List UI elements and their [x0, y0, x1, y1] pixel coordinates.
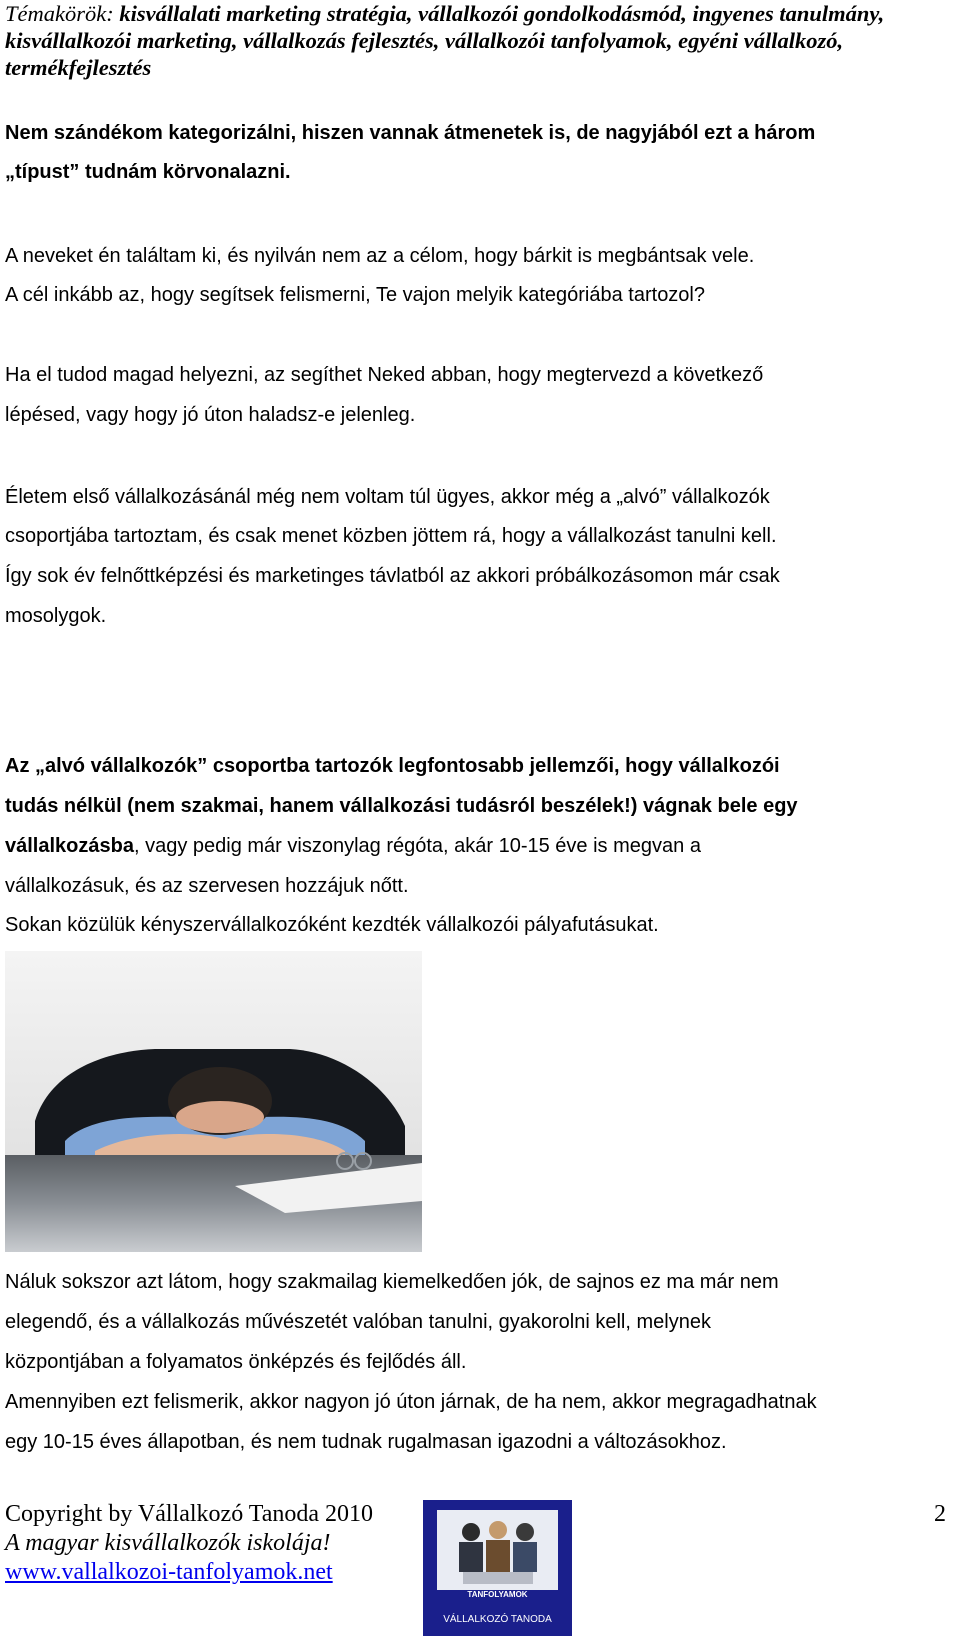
footer-tagline: A magyar kisvállalkozók iskolája! [5, 1530, 331, 1556]
logo-graphic [423, 1500, 572, 1636]
placement-line-2: lépésed, vagy hogy jó úton haladsz-e jelenleg. [5, 404, 416, 426]
conclusion-line-3: központjában a folyamatos önképzés és fejlődés áll. [5, 1351, 467, 1373]
footer-website-link[interactable]: www.vallalkozoi-tanfolyamok.net [5, 1559, 333, 1585]
footer [5, 1500, 373, 1587]
topics-keywords: kisvállalati marketing stratégia, vállalkozói gondolkodásmód, ingyenes tanulmány, kisvállalkozói marketing, vállalkozás fejlesztés, vállalkozói tanfolyamok, egyéni vállalkozó, termékfejlesztés [5, 1, 885, 80]
intro-line-1: Nem szándékom kategorizálni, hiszen vannak átmenetek is, de nagyjából ezt a három [5, 122, 816, 144]
sleeping-line-3 [5, 826, 955, 866]
sleeping-line-4: vállalkozásuk, és az szervesen hozzájuk nőtt. [5, 875, 409, 897]
sleeping-businessman-photo [5, 951, 422, 1252]
vallalkozo-tanoda-logo [423, 1500, 572, 1636]
sleeping-line-5: Sokan közülük kényszervállalkozóként kezdték vállalkozói pályafutásukat. [5, 914, 659, 936]
experience-line-3: Így sok év felnőttképzési és marketinges távlatból az akkori próbálkozásomon már csak [5, 565, 780, 587]
conclusion-line-5: egy 10-15 éves állapotban, és nem tudnak rugalmasan igazodni a változásokhoz. [5, 1431, 727, 1453]
experience-line-2: csoportjába tartoztam, és csak menet közben jöttem rá, hogy a vállalkozást tanulni kell. [5, 525, 777, 547]
sleeping-line-2: tudás nélkül (nem szakmai, hanem vállalkozási tudásról beszélek!) vágnak bele egy [5, 795, 798, 817]
topics-line [5, 0, 955, 81]
photo-illustration [5, 951, 422, 1252]
footer-copyright: Copyright by Vállalkozó Tanoda 2010 [5, 1501, 374, 1527]
logo-sub-text: TANFOLYAMOK [467, 1590, 528, 1599]
conclusion-line-4: Amennyiben ezt felismerik, akkor nagyon jó úton járnak, de ha nem, akkor megragadhatnak [5, 1391, 817, 1413]
names-note-line-1: A neveket én találtam ki, és nyilván nem az a célom, hogy bárkit is megbántsak vele. [5, 245, 755, 267]
experience-line-4: mosolygok. [5, 605, 107, 627]
conclusion-line-1: Náluk sokszor azt látom, hogy szakmailag kiemelkedően jók, de sajnos ez ma már nem [5, 1271, 779, 1293]
sleeping-line-1: Az „alvó vállalkozók” csoportba tartozók legfontosabb jellemzői, hogy vállalkozói [5, 755, 780, 777]
names-note-line-2: A cél inkább az, hogy segítsek felismerni, Te vajon melyik kategóriába tartozol? [5, 284, 705, 306]
logo-name-text: VÁLLALKOZÓ TANODA [443, 1614, 552, 1625]
placement-line-1: Ha el tudod magad helyezni, az segíthet Neked abban, hogy megtervezd a következő [5, 364, 764, 386]
conclusion-line-2: elegendő, és a vállalkozás művészetét valóban tanulni, gyakorolni kell, melynek [5, 1311, 711, 1333]
intro-line-2: „típust” tudnám körvonalazni. [5, 161, 291, 183]
experience-line-1: Életem első vállalkozásánál még nem voltam túl ügyes, akkor még a „alvó” vállalkozók [5, 486, 770, 508]
sleeping-line-3-bold: vállalkozásba [5, 835, 134, 857]
topics-label: Témakörök: [5, 1, 120, 26]
sleeping-line-3-rest: , vagy pedig már viszonylag régóta, akár 10-15 éve is megvan a [133, 835, 701, 857]
page-number: 2 [934, 1501, 946, 1527]
